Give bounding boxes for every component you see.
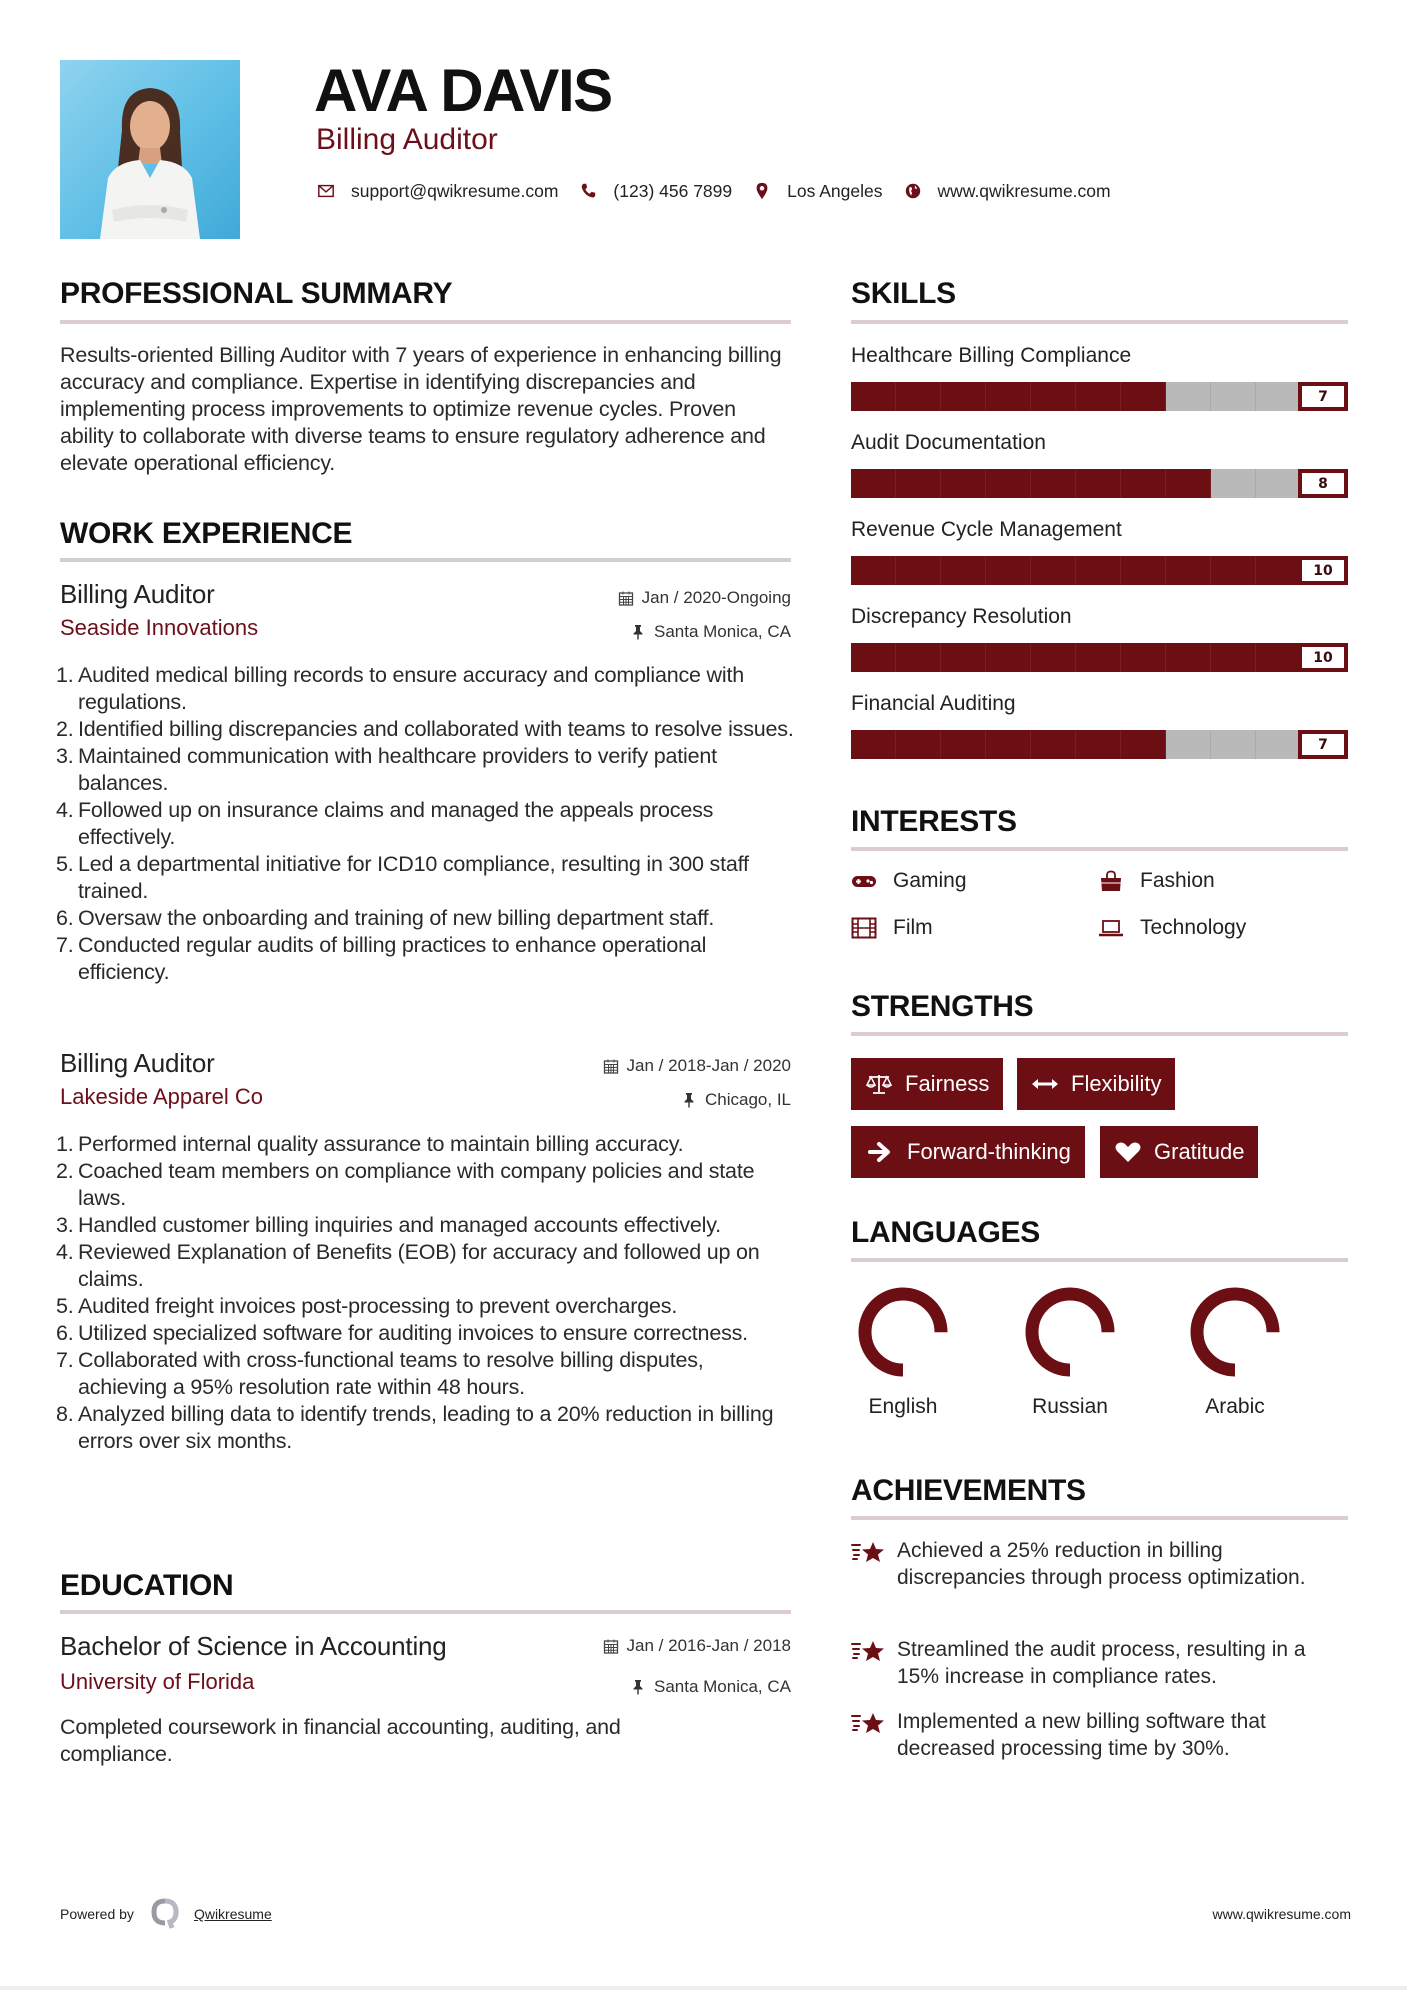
shooting-star-icon bbox=[851, 1539, 887, 1565]
skill-meter bbox=[851, 643, 1348, 672]
qwikresume-link[interactable]: Qwikresume bbox=[193, 1906, 272, 1922]
person-photo-icon bbox=[60, 60, 240, 239]
job-dates: Jan / 2018-Jan / 2020 bbox=[603, 1055, 791, 1077]
skill-score: 7 bbox=[1298, 382, 1348, 411]
map-pin-icon bbox=[752, 181, 772, 201]
duty-item: 8. Analyzed billing data to identify trends, leading to a 20% reduction in billing errors over six months. bbox=[56, 1402, 774, 1453]
job-dates: Jan / 2020-Ongoing bbox=[618, 587, 791, 609]
skills-divider bbox=[851, 320, 1348, 324]
job-company: Lakeside Apparel Co bbox=[60, 1084, 264, 1109]
calendar-icon bbox=[603, 1058, 619, 1074]
candidate-job-title: Billing Auditor bbox=[316, 123, 498, 156]
skill-label: Revenue Cycle Management bbox=[851, 518, 1122, 541]
education-description: Completed coursework in financial accounting, auditing, and compliance. bbox=[60, 1715, 621, 1766]
skill-item bbox=[851, 691, 1348, 759]
summary-heading: PROFESSIONAL SUMMARY bbox=[60, 277, 453, 310]
globe-icon bbox=[903, 181, 923, 201]
shopping-bag-icon bbox=[1098, 870, 1124, 892]
skill-label: Healthcare Billing Compliance bbox=[851, 344, 1132, 367]
job-title: Billing Auditor bbox=[60, 1048, 215, 1078]
footer-website-link[interactable]: www.qwikresume.com bbox=[1212, 1906, 1351, 1922]
achievements-divider bbox=[851, 1516, 1348, 1520]
achievement-item: Streamlined the audit process, resulting in a 15% increase in compliance rates. bbox=[851, 1636, 1351, 1690]
duty-item: 6. Oversaw the onboarding and training of new billing department staff. bbox=[56, 906, 715, 930]
gamepad-icon bbox=[851, 870, 877, 892]
degree-title: Bachelor of Science in Accounting bbox=[60, 1631, 447, 1661]
education-divider bbox=[60, 1610, 791, 1614]
job-location: Chicago, IL bbox=[681, 1089, 791, 1111]
duty-item: 3. Handled customer billing inquiries and managed accounts effectively. bbox=[56, 1213, 721, 1237]
language-label: English bbox=[868, 1395, 938, 1418]
duty-item: 5. Audited freight invoices post-processing to prevent overcharges. bbox=[56, 1294, 678, 1318]
skill-item bbox=[851, 604, 1348, 672]
skill-score: 8 bbox=[1298, 469, 1348, 498]
skill-meter bbox=[851, 382, 1348, 411]
language-level-ring-icon bbox=[1025, 1287, 1115, 1377]
duty-item: 2. Identified billing discrepancies and collaborated with teams to resolve issues. bbox=[56, 717, 794, 741]
achievements-heading: ACHIEVEMENTS bbox=[851, 1474, 1086, 1507]
duty-item: 1. Audited medical billing records to ensure accuracy and compliance with regulations. bbox=[56, 663, 744, 714]
duty-item: 1. Performed internal quality assurance to maintain billing accuracy. bbox=[56, 1132, 684, 1156]
candidate-name: AVA DAVIS bbox=[314, 57, 612, 124]
contact-email[interactable] bbox=[316, 181, 558, 202]
skill-item bbox=[851, 430, 1348, 498]
skill-meter bbox=[851, 469, 1348, 498]
duty-item: 7. Collaborated with cross-functional teams to resolve billing disputes, achieving a 95% resolution rate within 48 hours. bbox=[56, 1348, 704, 1399]
interest-item-gaming: Gaming bbox=[851, 866, 967, 896]
education-location: Santa Monica, CA bbox=[630, 1676, 791, 1698]
skills-heading: SKILLS bbox=[851, 277, 956, 310]
school-name: University of Florida bbox=[60, 1669, 255, 1694]
duty-item: 5. Led a departmental initiative for ICD10 compliance, resulting in 300 staff trained. bbox=[56, 852, 749, 903]
skill-label: Financial Auditing bbox=[851, 692, 1016, 715]
education-heading: EDUCATION bbox=[60, 1569, 234, 1602]
duty-item: 7. Conducted regular audits of billing practices to enhance operational efficiency. bbox=[56, 933, 707, 984]
profile-photo bbox=[60, 60, 240, 239]
heart-icon bbox=[1114, 1140, 1142, 1164]
strength-tag-gratitude: Gratitude bbox=[1100, 1126, 1258, 1178]
summary-divider bbox=[60, 320, 791, 324]
language-level-ring-icon bbox=[858, 1287, 948, 1377]
skill-score: 10 bbox=[1298, 556, 1348, 585]
laptop-icon bbox=[1098, 917, 1124, 939]
achievement-item: Implemented a new billing software that decreased processing time by 30%. bbox=[851, 1708, 1351, 1762]
language-item-english bbox=[848, 1287, 958, 1419]
job-title: Billing Auditor bbox=[60, 579, 215, 609]
strength-tag-forward-thinking: Forward-thinking bbox=[851, 1126, 1085, 1178]
powered-by-label: Powered by bbox=[60, 1906, 134, 1922]
footer-powered-by bbox=[60, 1898, 272, 1930]
skill-score: 7 bbox=[1298, 730, 1348, 759]
interests-heading: INTERESTS bbox=[851, 805, 1017, 838]
language-item-russian bbox=[1015, 1287, 1125, 1419]
interests-divider bbox=[851, 847, 1348, 851]
contact-email-text: support@qwikresume.com bbox=[351, 180, 559, 201]
summary-text: Results-oriented Billing Auditor with 7 years of experience in enhancing billing accuracy and compliance. Expertise in identifying discrepancies and implementing process improvements to optimize revenue cycles. Proven ability to collaborate with diverse teams to ensure regulatory adherence and elevate operational efficiency. bbox=[60, 343, 782, 475]
education-dates: Jan / 2016-Jan / 2018 bbox=[603, 1635, 791, 1657]
education-entry bbox=[60, 1630, 791, 1768]
contact-website[interactable] bbox=[903, 181, 1111, 202]
interest-item-technology: Technology bbox=[1098, 913, 1246, 943]
phone-icon bbox=[578, 181, 598, 201]
duty-item: 6. Utilized specialized software for auditing invoices to ensure correctness. bbox=[56, 1321, 748, 1345]
skill-meter bbox=[851, 730, 1348, 759]
arrow-right-icon bbox=[865, 1140, 895, 1164]
strength-tag-fairness: Fairness bbox=[851, 1058, 1003, 1110]
job-duties-list bbox=[56, 662, 795, 986]
skill-meter bbox=[851, 556, 1348, 585]
pushpin-icon bbox=[630, 1679, 646, 1695]
contact-location-text: Los Angeles bbox=[787, 180, 883, 201]
strengths-heading: STRENGTHS bbox=[851, 990, 1034, 1023]
duty-item: 3. Maintained communication with healthcare providers to verify patient balances. bbox=[56, 744, 717, 795]
arrows-horizontal-icon bbox=[1031, 1072, 1059, 1096]
achievement-item: Achieved a 25% reduction in billing discrepancies through process optimization. bbox=[851, 1537, 1351, 1591]
language-level-ring-icon bbox=[1190, 1287, 1280, 1377]
contact-bar bbox=[316, 177, 1131, 205]
experience-divider bbox=[60, 558, 791, 562]
duty-item: 2. Coached team members on compliance with company policies and state laws. bbox=[56, 1159, 755, 1210]
language-item-arabic bbox=[1180, 1287, 1290, 1419]
job-company: Seaside Innovations bbox=[60, 615, 259, 640]
interest-item-fashion: Fashion bbox=[1098, 866, 1215, 896]
skill-label: Audit Documentation bbox=[851, 431, 1046, 454]
qwikresume-logo-icon bbox=[150, 1898, 180, 1930]
job-entry bbox=[56, 578, 794, 986]
languages-divider bbox=[851, 1258, 1348, 1262]
strengths-divider bbox=[851, 1032, 1348, 1036]
film-icon bbox=[851, 917, 877, 939]
skill-score: 10 bbox=[1298, 643, 1348, 672]
skill-label: Discrepancy Resolution bbox=[851, 605, 1072, 628]
duty-item: 4. Followed up on insurance claims and managed the appeals process effectively. bbox=[56, 798, 714, 849]
languages-heading: LANGUAGES bbox=[851, 1216, 1040, 1249]
scale-icon bbox=[865, 1072, 893, 1096]
language-label: Arabic bbox=[1205, 1395, 1265, 1418]
envelope-icon bbox=[316, 181, 336, 201]
interest-item-film: Film bbox=[851, 913, 933, 943]
skill-item bbox=[851, 517, 1348, 585]
pushpin-icon bbox=[681, 1092, 697, 1108]
job-entry bbox=[56, 1047, 791, 1455]
contact-phone[interactable] bbox=[578, 181, 732, 202]
shooting-star-icon bbox=[851, 1710, 887, 1736]
duty-item: 4. Reviewed Explanation of Benefits (EOB) for accuracy and followed up on claims. bbox=[56, 1240, 760, 1291]
strength-tag-flexibility: Flexibility bbox=[1017, 1058, 1175, 1110]
calendar-icon bbox=[618, 590, 634, 606]
pushpin-icon bbox=[630, 624, 646, 640]
contact-location bbox=[752, 181, 882, 202]
page-bottom-edge bbox=[0, 1986, 1407, 1990]
job-location: Santa Monica, CA bbox=[630, 621, 791, 643]
skill-item bbox=[851, 343, 1348, 411]
shooting-star-icon bbox=[851, 1638, 887, 1664]
language-label: Russian bbox=[1032, 1395, 1108, 1418]
job-duties-list bbox=[56, 1131, 795, 1455]
calendar-icon bbox=[603, 1638, 619, 1654]
contact-website-text: www.qwikresume.com bbox=[937, 180, 1111, 201]
experience-heading: WORK EXPERIENCE bbox=[60, 517, 353, 550]
contact-phone-text: (123) 456 7899 bbox=[613, 180, 733, 201]
